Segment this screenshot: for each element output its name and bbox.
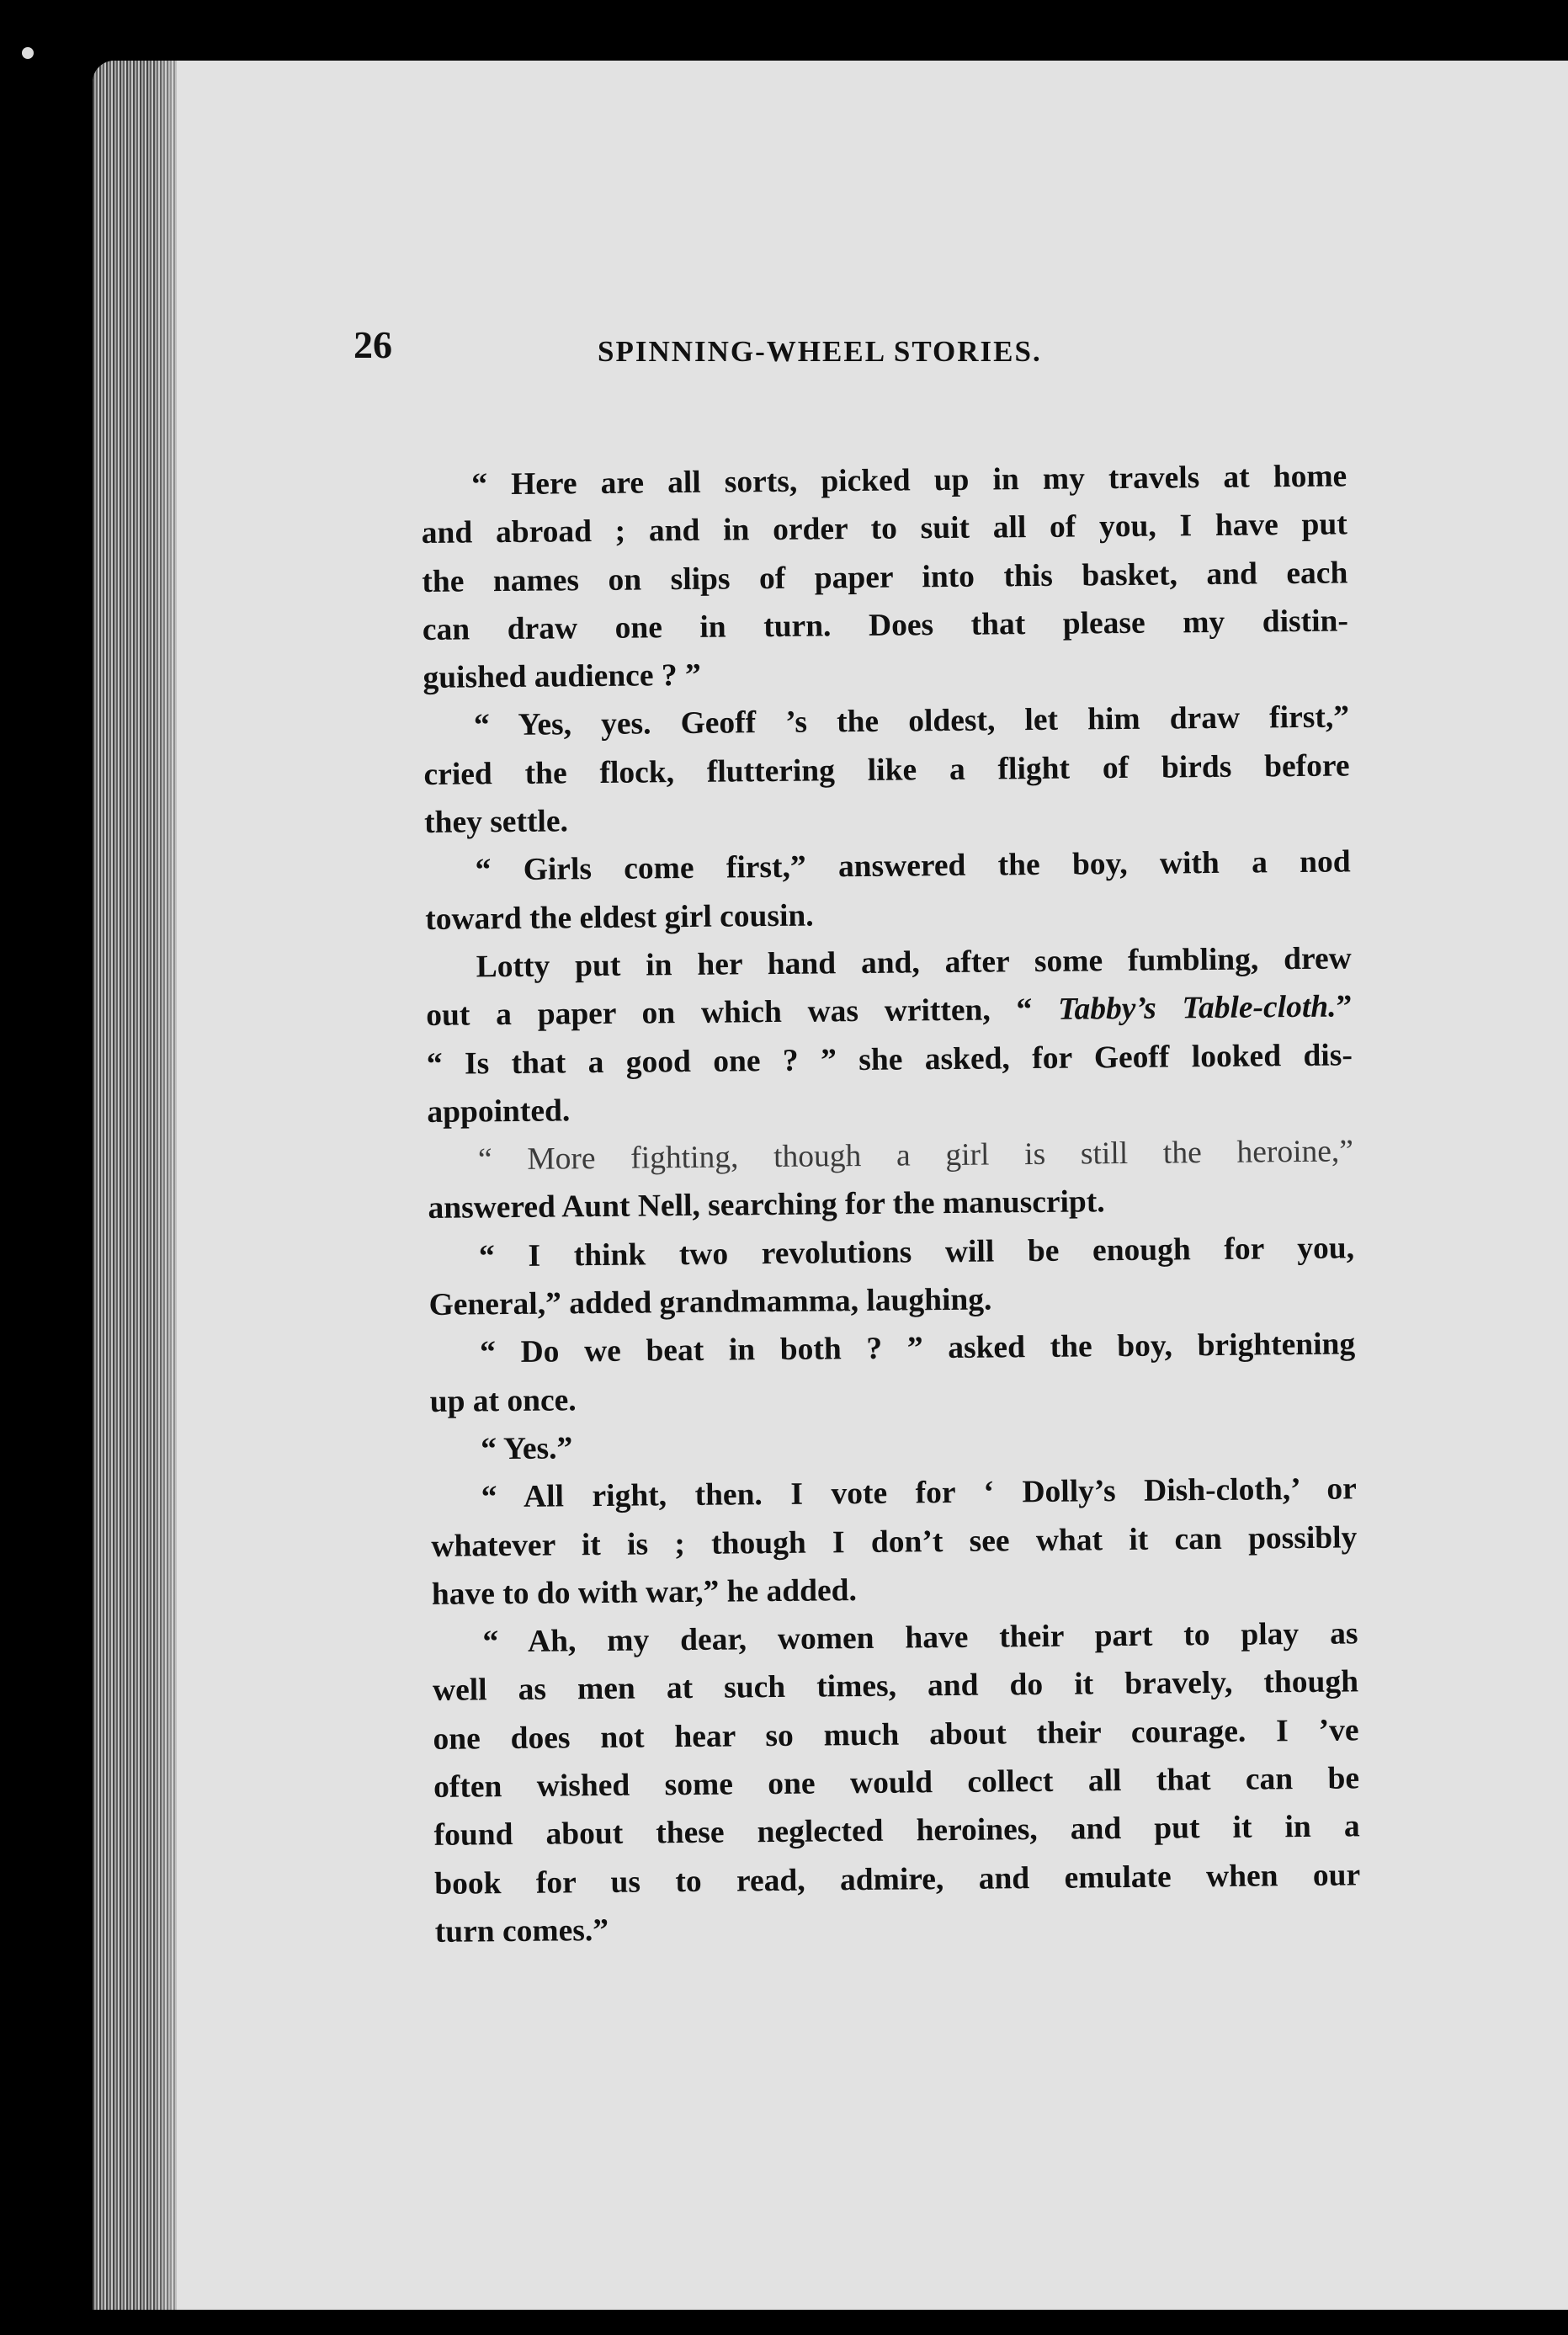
text-line: can draw one in turn. Does that please my distin- bbox=[422, 604, 1349, 647]
text-line: “ I think two revolutions will be enough for you, bbox=[478, 1231, 1355, 1274]
text-line: often wished some one would collect all that can be bbox=[433, 1761, 1360, 1805]
text-line: book for us to read, admire, and emulate when our bbox=[434, 1857, 1361, 1902]
text-line: found about these neglected heroines, and put it in a bbox=[433, 1809, 1360, 1854]
running-head bbox=[353, 311, 1246, 379]
text-fragment: ” bbox=[1336, 989, 1353, 1024]
text-line: “ Yes.” bbox=[481, 1431, 573, 1467]
text-line: one does not hear so much about their courage. I ’ve bbox=[433, 1713, 1359, 1757]
text-line: answered Aunt Nell, searching for the manuscript. bbox=[428, 1184, 1105, 1226]
text-line: “ Do we beat in both ? ” asked the boy, brightening bbox=[479, 1327, 1356, 1370]
text-line: up at once. bbox=[429, 1382, 577, 1419]
text-line: have to do with war,” he added. bbox=[431, 1572, 858, 1612]
text-line bbox=[426, 983, 1352, 1040]
text-line: “ Is that a good one ? ” she asked, for Geoff looked dis- bbox=[426, 1037, 1353, 1082]
text-line: Lotty put in her hand and, after some fumbling, drew bbox=[476, 941, 1352, 985]
text-line: the names on slips of paper into this basket, and each bbox=[422, 556, 1348, 599]
text-line: toward the eldest girl cousin. bbox=[425, 898, 814, 937]
text-line: “ Ah, my dear, women have their part to play as bbox=[482, 1616, 1358, 1660]
story-title-italic: Tabby’s Table-cloth. bbox=[1057, 989, 1337, 1028]
text-line: turn comes.” bbox=[434, 1912, 609, 1949]
text-line: “ Yes, yes. Geoff ’s the oldest, let him draw first,” bbox=[473, 699, 1350, 743]
text-line: “ All right, then. I vote for ‘ Dolly’s Dish-cloth,’ or bbox=[481, 1471, 1357, 1515]
text-line: and abroad ; and in order to suit all of you, I have put bbox=[421, 507, 1347, 551]
body-text bbox=[421, 452, 1361, 1956]
text-line: appointed. bbox=[427, 1093, 571, 1130]
text-line: “ Girls come first,” answered the boy, with a nod bbox=[475, 844, 1351, 888]
text-line: whatever it is ; though I don’t see what it can possibly bbox=[431, 1519, 1358, 1564]
text-line: guished audience ? ” bbox=[423, 658, 701, 696]
text-line: well as men at such times, and do it bravely, though bbox=[432, 1664, 1359, 1709]
text-line: “ Here are all sorts, picked up in my travels at home bbox=[471, 459, 1347, 503]
scan-speck bbox=[22, 47, 34, 59]
text-line: cried the flock, fluttering like a flight of birds before bbox=[423, 748, 1350, 792]
page-edge-shadow bbox=[151, 61, 202, 2310]
text-line: General,” added grandmamma, laughing. bbox=[428, 1282, 992, 1322]
text-line: they settle. bbox=[423, 804, 569, 841]
text-fragment: out a paper on which was written, “ bbox=[426, 992, 1059, 1034]
page-number: 26 bbox=[353, 323, 392, 366]
text-line: “ More fighting, though a girl is still the heroine,” bbox=[477, 1134, 1354, 1178]
running-title: SPINNING-WHEEL STORIES. bbox=[598, 335, 1042, 368]
